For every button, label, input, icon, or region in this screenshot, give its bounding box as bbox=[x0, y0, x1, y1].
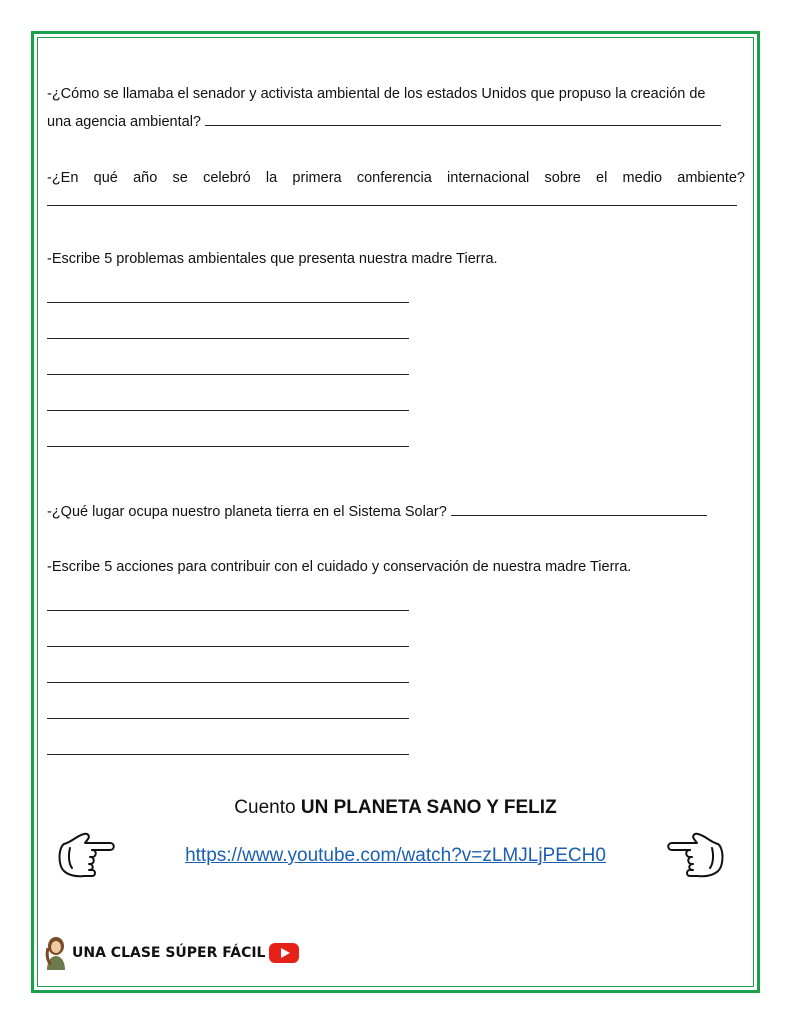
question-senator-line1: -¿Cómo se llamaba el senador y activista ambiental de los estados Unidos que propuso la creación de bbox=[47, 86, 706, 102]
brand-name: UNA CLASE SÚPER FÁCIL bbox=[72, 945, 266, 961]
answer-line[interactable] bbox=[47, 754, 409, 755]
question-conference-year bbox=[47, 164, 745, 192]
answer-line[interactable] bbox=[47, 446, 409, 447]
question-senator bbox=[47, 80, 745, 136]
answer-line[interactable] bbox=[47, 610, 409, 611]
answer-line[interactable] bbox=[47, 410, 409, 411]
question-care-actions: -Escribe 5 acciones para contribuir con el cuidado y conservación de nuestra madre Tierra. bbox=[47, 559, 632, 575]
question-planet-position: -¿Qué lugar ocupa nuestro planeta tierra en el Sistema Solar? bbox=[47, 498, 745, 526]
pointing-hand-right-icon bbox=[54, 826, 118, 884]
pointing-hand-left-icon bbox=[664, 826, 728, 884]
answer-line[interactable] bbox=[47, 682, 409, 683]
story-title: Cuento UN PLANETA SANO Y FELIZ bbox=[234, 797, 557, 818]
youtube-icon bbox=[269, 943, 299, 963]
question-environmental-problems: -Escribe 5 problemas ambientales que presenta nuestra madre Tierra. bbox=[47, 251, 498, 267]
answer-line[interactable] bbox=[47, 718, 409, 719]
brand-footer bbox=[44, 936, 299, 970]
answer-line[interactable] bbox=[47, 374, 409, 375]
teacher-avatar-icon bbox=[44, 936, 68, 970]
question-senator-line2: una agencia ambiental? bbox=[47, 108, 745, 136]
answer-line[interactable] bbox=[47, 205, 737, 206]
answer-line[interactable] bbox=[451, 501, 707, 516]
story-video-link[interactable]: https://www.youtube.com/watch?v=zLMJLjPECH0 bbox=[185, 845, 606, 866]
answer-line[interactable] bbox=[47, 646, 409, 647]
answer-line[interactable] bbox=[47, 302, 409, 303]
question-conference-text: -¿En qué año se celebró la primera conferencia internacional sobre el medio ambiente? bbox=[47, 170, 745, 186]
answer-line[interactable] bbox=[205, 111, 721, 126]
answer-line[interactable] bbox=[47, 338, 409, 339]
